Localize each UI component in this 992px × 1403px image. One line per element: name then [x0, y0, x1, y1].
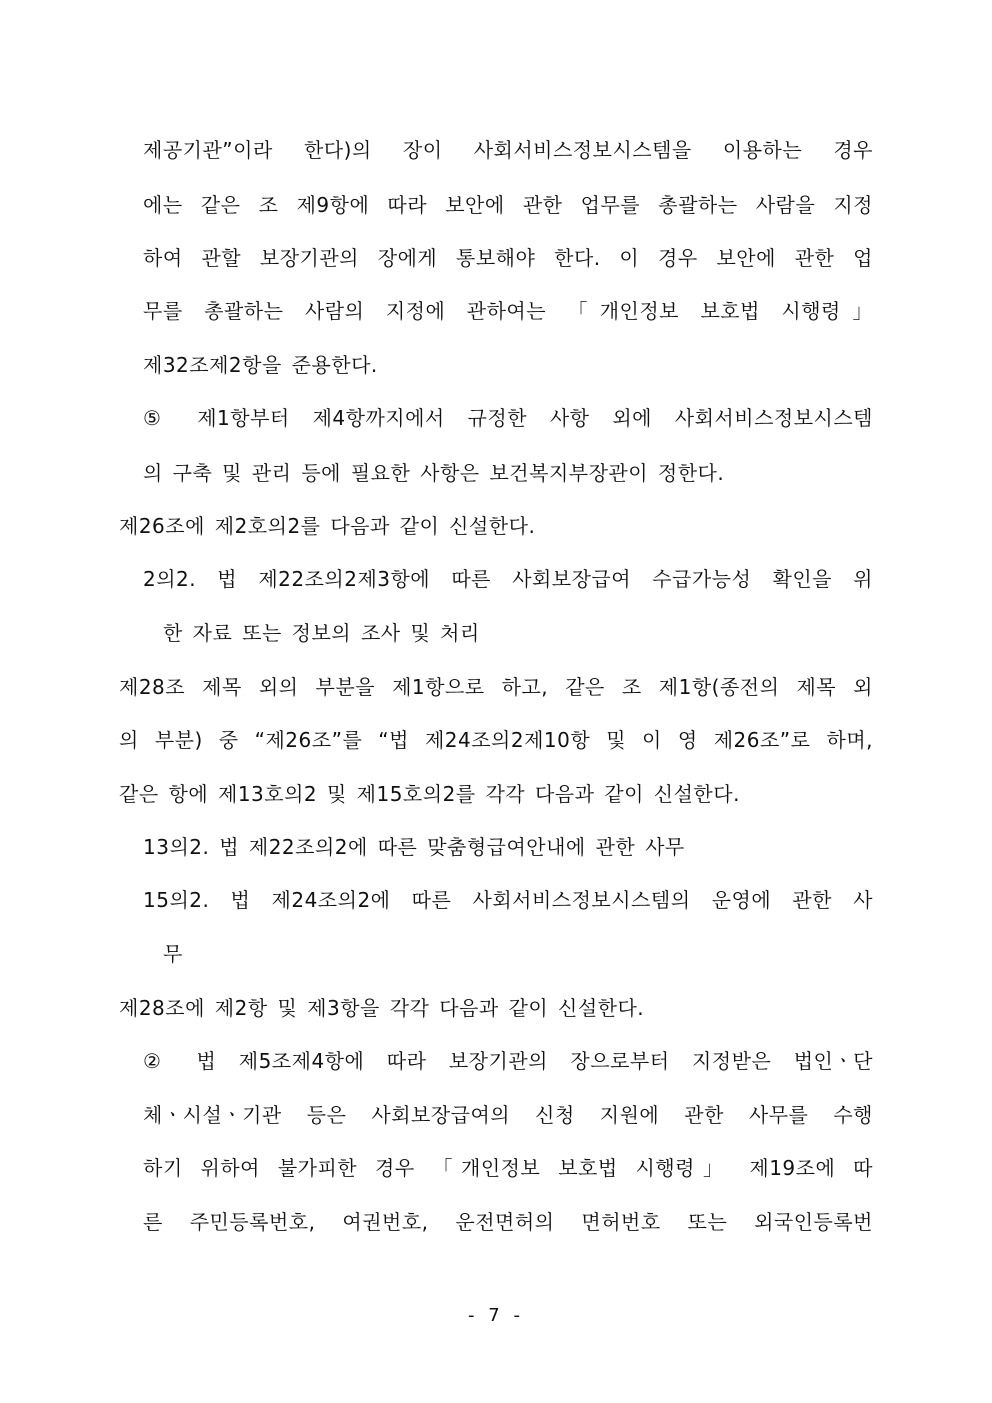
text-line: 13의2. 법 제22조의2에 따른 맞춤형급여안내에 관한 사무	[143, 835, 685, 859]
text-line: 하여 관할 보장기관의 장에게 통보해야 한다. 이 경우 보안에 관한 업	[143, 246, 873, 270]
text-line: 에는 같은 조 제9항에 따라 보안에 관한 업무를 총괄하는 사람을 지정	[143, 193, 873, 217]
text-line: 제28조에 제2항 및 제3항을 각각 다음과 같이 신설한다.	[119, 996, 645, 1020]
text-line: 체ㆍ시설ㆍ기관 등은 사회보장급여의 신청 지원에 관한 사무를 수행	[143, 1103, 873, 1127]
text-line: 무를 총괄하는 사람의 지정에 관하여는 「개인정보 보호법 시행령」	[143, 299, 873, 323]
text-line: 의 부분) 중 “제26조”를 “법 제24조의2제10항 및 이 영 제26조”로 하며,	[119, 728, 873, 752]
text-line: ② 법 제5조제4항에 따라 보장기관의 장으로부터 지정받은 법인ㆍ단	[143, 1049, 873, 1073]
text-line: ⑤ 제1항부터 제4항까지에서 규정한 사항 외에 사회서비스정보시스템	[143, 406, 873, 430]
page-number: - 7 -	[468, 1305, 524, 1326]
text-line: 같은 항에 제13호의2 및 제15호의2를 각각 다음과 같이 신설한다.	[119, 782, 740, 806]
text-line: 무	[163, 942, 183, 966]
text-line: 제28조 제목 외의 부분을 제1항으로 하고, 같은 조 제1항(종전의 제목 외	[119, 675, 873, 699]
text-line: 른 주민등록번호, 여권번호, 운전면허의 면허번호 또는 외국인등록번	[143, 1210, 873, 1234]
text-line: 15의2. 법 제24조의2에 따른 사회서비스정보시스템의 운영에 관한 사	[143, 888, 873, 912]
text-line: 제공기관”이라 한다)의 장이 사회서비스정보시스템을 이용하는 경우	[143, 138, 873, 162]
text-line: 2의2. 법 제22조의2제3항에 따른 사회보장급여 수급가능성 확인을 위	[143, 567, 873, 591]
text-line: 제32조제2항을 준용한다.	[143, 353, 378, 377]
text-line: 하기 위하여 불가피한 경우 「개인정보 보호법 시행령」 제19조에 따	[143, 1156, 873, 1180]
text-line: 제26조에 제2호의2를 다음과 같이 신설한다.	[119, 514, 536, 538]
text-line: 한 자료 또는 정보의 조사 및 처리	[163, 621, 480, 645]
text-line: 의 구축 및 관리 등에 필요한 사항은 보건복지부장관이 정한다.	[143, 461, 725, 485]
